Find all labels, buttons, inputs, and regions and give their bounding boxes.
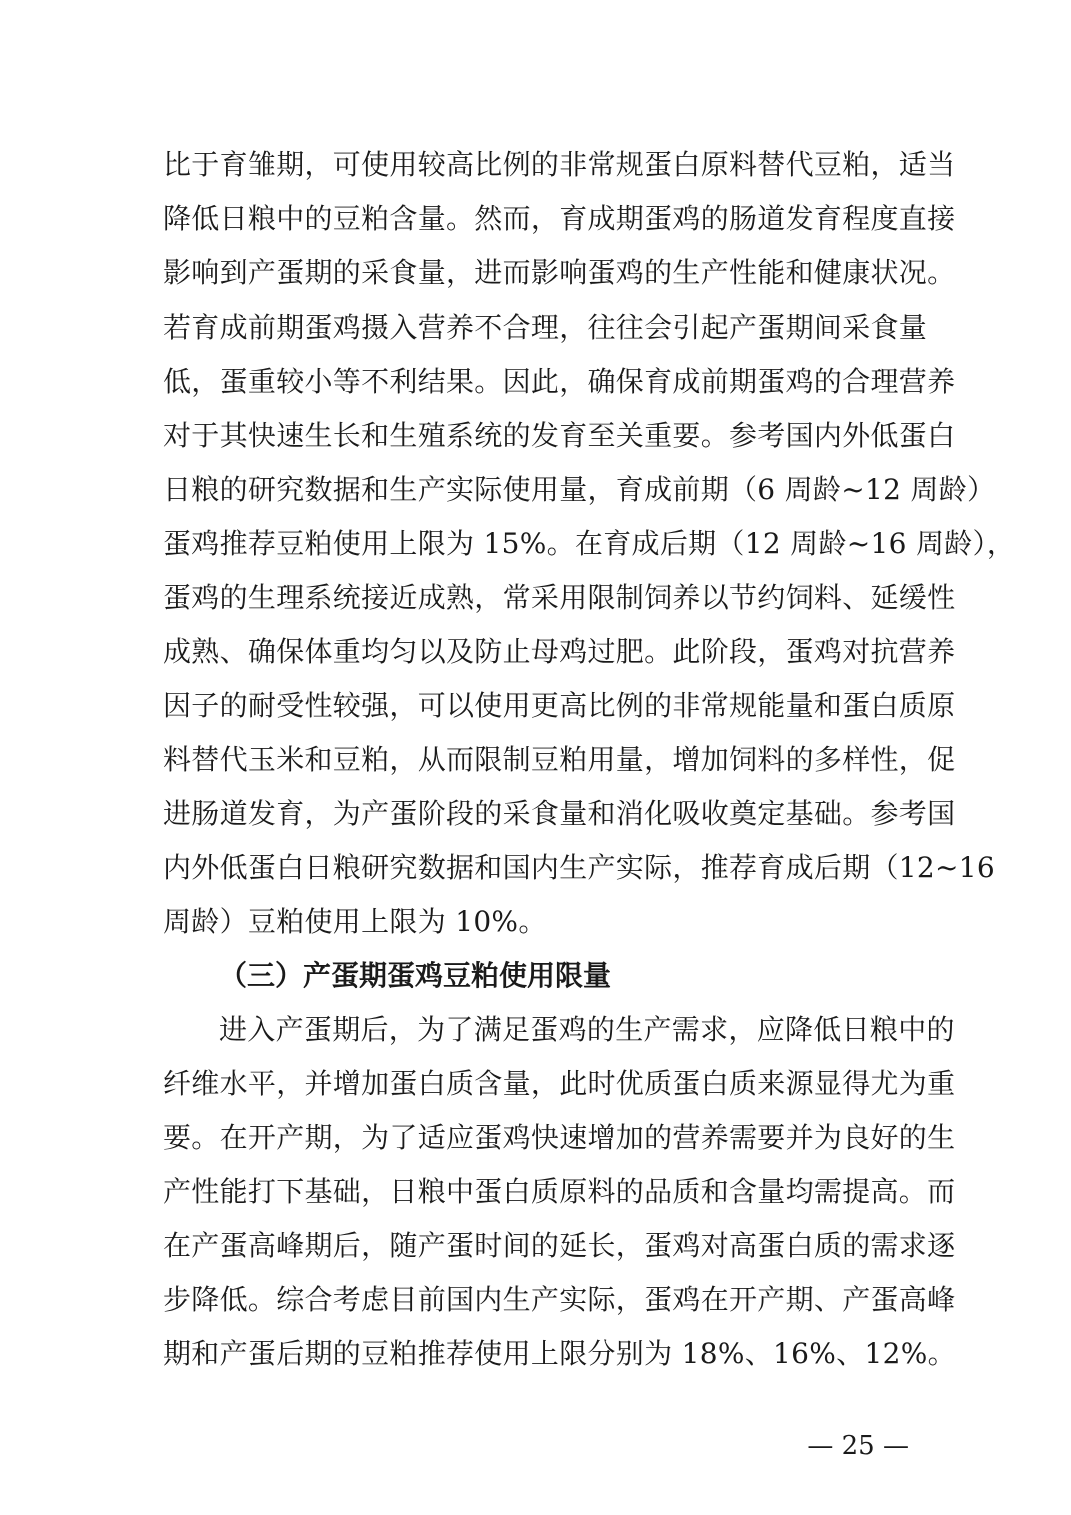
paragraph-1-line-7: 日粮的研究数据和生产实际使用量，育成前期（6 周龄~12 周龄） xyxy=(163,473,996,506)
paragraph-1-line-13: 进肠道发育，为产蛋阶段的采食量和消化吸收奠定基础。参考国 xyxy=(163,797,956,830)
paragraph-1-line-6: 对于其快速生长和生殖系统的发育至关重要。参考国内外低蛋白 xyxy=(163,419,956,452)
paragraph-2-line-5: 在产蛋高峰期后，随产蛋时间的延长，蛋鸡对高蛋白质的需求逐 xyxy=(163,1229,956,1262)
paragraph-1-line-15: 周龄）豆粕使用上限为 10%。 xyxy=(163,905,547,938)
section-heading: （三）产蛋期蛋鸡豆粕使用限量 xyxy=(219,959,612,992)
paragraph-1-line-3: 影响到产蛋期的采食量，进而影响蛋鸡的生产性能和健康状况。 xyxy=(163,256,956,289)
page-number: — 25 — xyxy=(807,1431,909,1461)
paragraph-1-line-10: 成熟、确保体重均匀以及防止母鸡过肥。此阶段，蛋鸡对抗营养 xyxy=(163,635,956,668)
paragraph-1-line-5: 低，蛋重较小等不利结果。因此，确保育成前期蛋鸡的合理营养 xyxy=(163,365,956,398)
paragraph-1-line-2: 降低日粮中的豆粕含量。然而，育成期蛋鸡的肠道发育程度直接 xyxy=(163,202,956,235)
paragraph-1-line-8: 蛋鸡推荐豆粕使用上限为 15%。在育成后期（12 周龄~16 周龄）， xyxy=(163,527,1016,560)
paragraph-1-line-4: 若育成前期蛋鸡摄入营养不合理，往往会引起产蛋期间采食量 xyxy=(163,311,928,344)
paragraph-2-line-4: 产性能打下基础，日粮中蛋白质原料的品质和含量均需提高。而 xyxy=(163,1175,956,1208)
paragraph-1-line-12: 料替代玉米和豆粕，从而限制豆粕用量，增加饲料的多样性，促 xyxy=(163,743,956,776)
paragraph-1-line-11: 因子的耐受性较强，可以使用更高比例的非常规能量和蛋白质原 xyxy=(163,689,956,722)
paragraph-2-line-6: 步降低。综合考虑目前国内生产实际，蛋鸡在开产期、产蛋高峰 xyxy=(163,1283,956,1316)
paragraph-2-line-3: 要。在开产期，为了适应蛋鸡快速增加的营养需要并为良好的生 xyxy=(163,1121,956,1154)
paragraph-1-line-14: 内外低蛋白日粮研究数据和国内生产实际，推荐育成后期（12~16 xyxy=(163,851,996,884)
paragraph-1-line-1: 比于育雏期，可使用较高比例的非常规蛋白原料替代豆粕，适当 xyxy=(163,148,956,181)
paragraph-2-line-1: 进入产蛋期后，为了满足蛋鸡的生产需求，应降低日粮中的 xyxy=(219,1013,955,1046)
paragraph-1-line-9: 蛋鸡的生理系统接近成熟，常采用限制饲养以节约饲料、延缓性 xyxy=(163,581,956,614)
paragraph-2-line-2: 纤维水平，并增加蛋白质含量，此时优质蛋白质来源显得尤为重 xyxy=(163,1067,956,1100)
paragraph-2-line-7: 期和产蛋后期的豆粕推荐使用上限分别为 18%、16%、12%。 xyxy=(163,1337,956,1370)
